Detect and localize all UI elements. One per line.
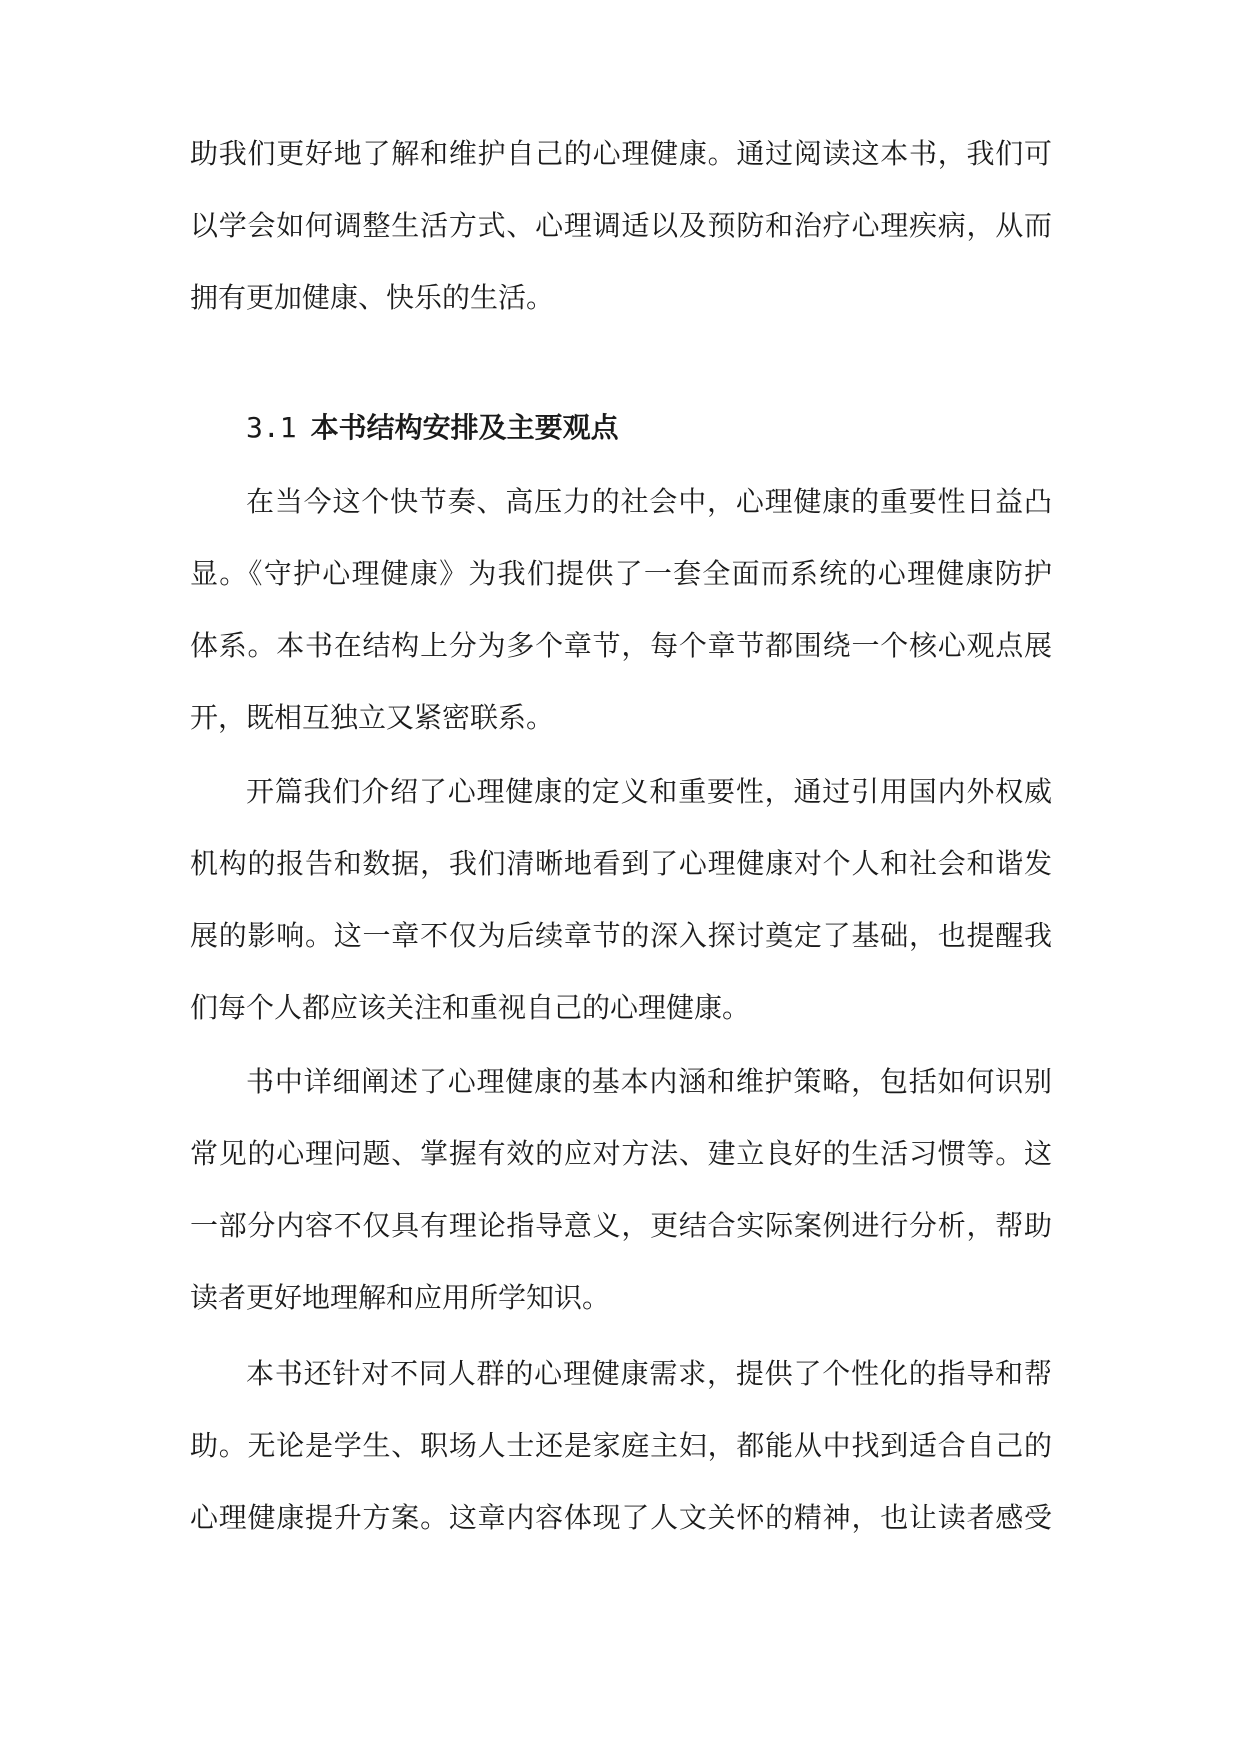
paragraph-line: 体系。本书在结构上分为多个章节，每个章节都围绕一个核心观点展 bbox=[190, 629, 1052, 662]
paragraph-line: 显。《守护心理健康》为我们提供了一套全面而系统的心理健康防护 bbox=[190, 557, 1052, 590]
paragraph-structure bbox=[190, 466, 1052, 754]
intro-paragraph bbox=[190, 118, 1052, 334]
section-number: 3.1 bbox=[246, 411, 297, 444]
paragraph-line: 开篇我们介绍了心理健康的定义和重要性，通过引用国内外权威 bbox=[246, 775, 1052, 808]
paragraph-strategies bbox=[190, 1046, 1052, 1334]
paragraph-line: 心理健康提升方案。这章内容体现了人文关怀的精神，也让读者感受 bbox=[190, 1501, 1052, 1534]
intro-line: 拥有更加健康、快乐的生活。 bbox=[190, 281, 555, 314]
paragraph-line: 开，既相互独立又紧密联系。 bbox=[190, 701, 555, 734]
intro-line: 以学会如何调整生活方式、心理调适以及预防和治疗心理疾病，从而 bbox=[190, 209, 1052, 242]
section-title: 本书结构安排及主要观点 bbox=[310, 411, 619, 444]
paragraph-line: 展的影响。这一章不仅为后续章节的深入探讨奠定了基础，也提醒我 bbox=[190, 919, 1052, 952]
paragraph-line: 助。无论是学生、职场人士还是家庭主妇，都能从中找到适合自己的 bbox=[190, 1429, 1052, 1462]
paragraph-line: 书中详细阐述了心理健康的基本内涵和维护策略，包括如何识别 bbox=[246, 1065, 1052, 1098]
section-heading bbox=[246, 398, 619, 458]
paragraph-line: 读者更好地理解和应用所学知识。 bbox=[190, 1281, 611, 1314]
paragraph-line: 们每个人都应该关注和重视自己的心理健康。 bbox=[190, 991, 751, 1024]
paragraph-opening bbox=[190, 756, 1052, 1044]
paragraph-groups bbox=[190, 1338, 1052, 1554]
paragraph-line: 一部分内容不仅具有理论指导意义，更结合实际案例进行分析，帮助 bbox=[190, 1209, 1052, 1242]
paragraph-line: 常见的心理问题、掌握有效的应对方法、建立良好的生活习惯等。这 bbox=[190, 1137, 1052, 1170]
paragraph-line: 机构的报告和数据，我们清晰地看到了心理健康对个人和社会和谐发 bbox=[190, 847, 1052, 880]
intro-line: 助我们更好地了解和维护自己的心理健康。通过阅读这本书，我们可 bbox=[190, 137, 1052, 170]
paragraph-line: 本书还针对不同人群的心理健康需求，提供了个性化的指导和帮 bbox=[246, 1357, 1052, 1390]
paragraph-line: 在当今这个快节奏、高压力的社会中，心理健康的重要性日益凸 bbox=[246, 485, 1052, 518]
